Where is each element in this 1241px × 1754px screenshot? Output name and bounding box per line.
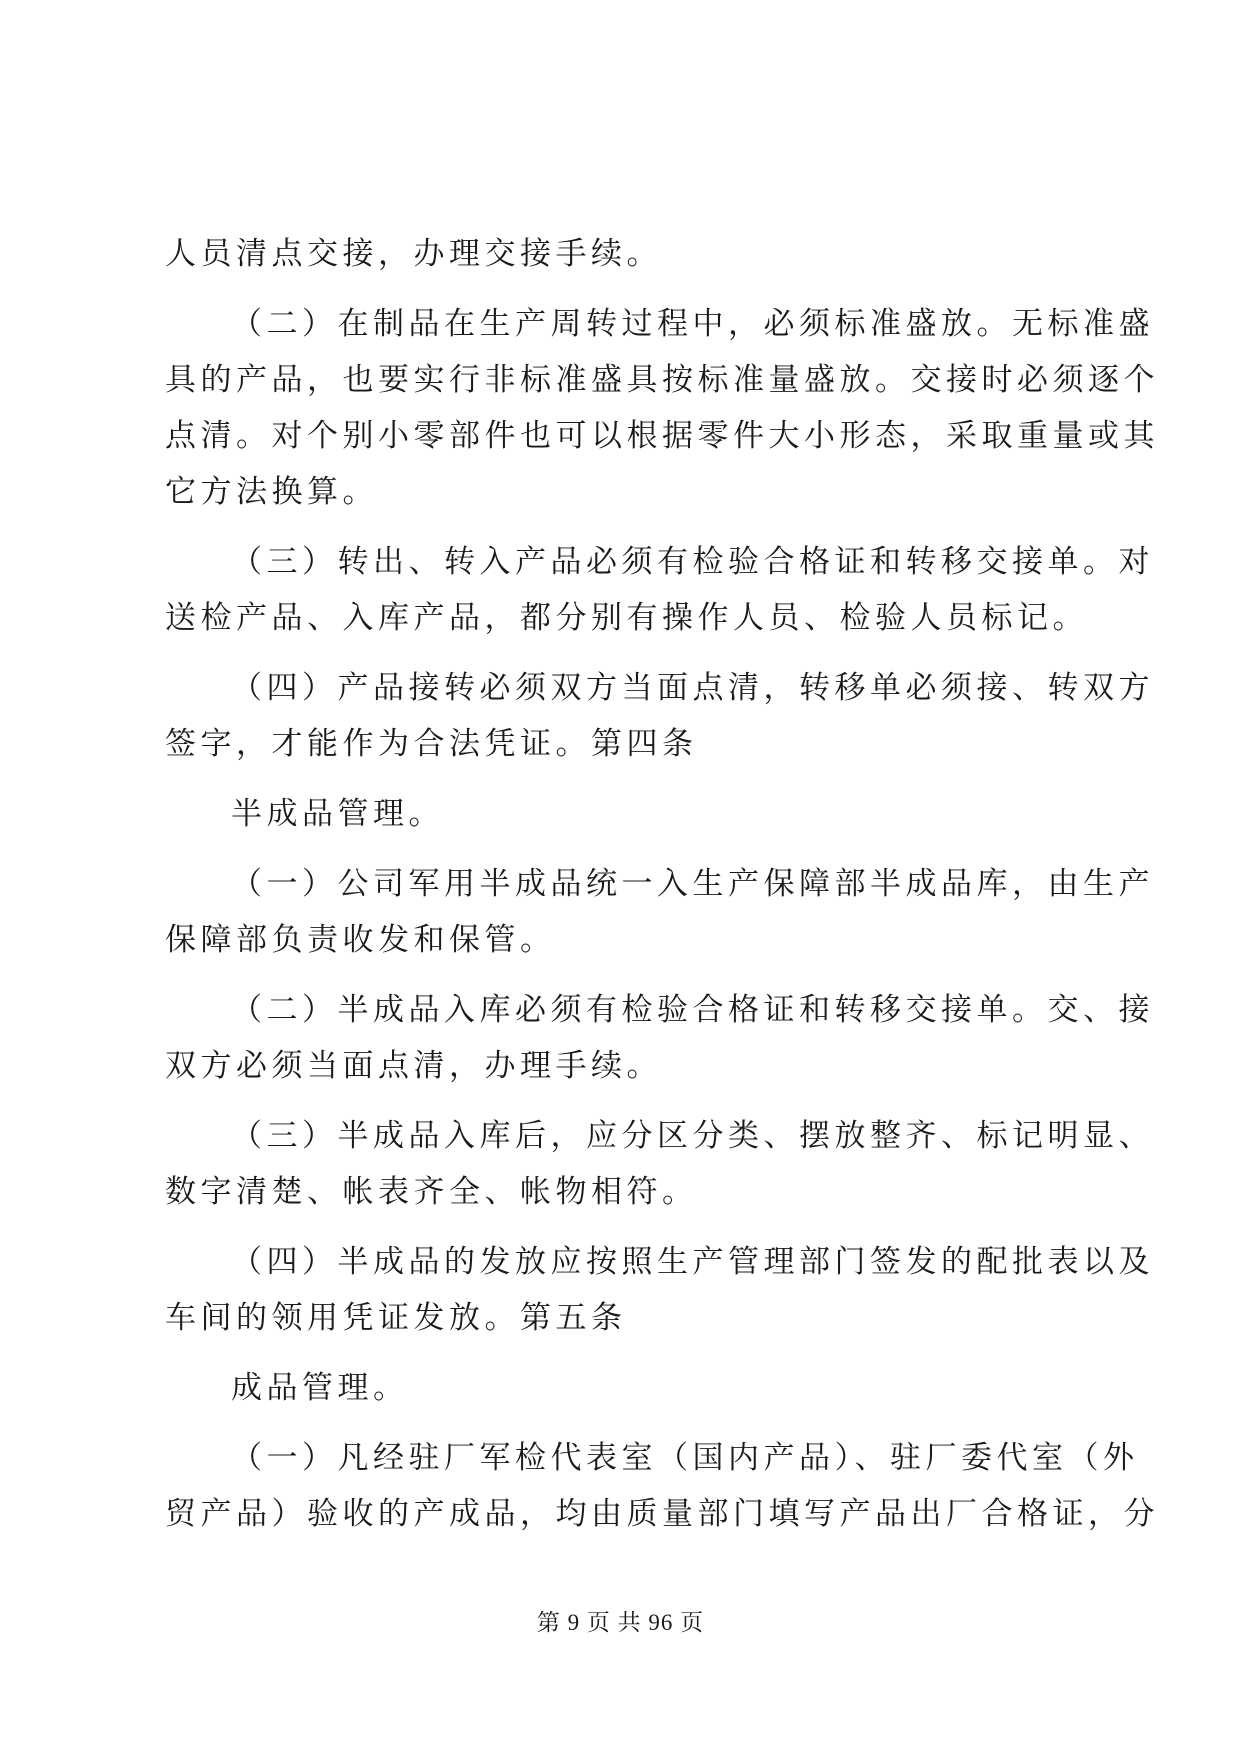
page-number-footer: 第 9 页 共 96 页 [536, 1610, 705, 1635]
text-line: （三）半成品入库后，应分区分类、摆放整齐、标记明显、 [231, 1118, 1154, 1154]
text-line: （四）半成品的发放应按照生产管理部门签发的配批表以及 [231, 1244, 1154, 1280]
text-line: 数字清楚、帐表齐全、帐物相符。 [165, 1174, 698, 1210]
text-line: 送检产品、入库产品，都分别有操作人员、检验人员标记。 [165, 600, 1088, 636]
text-line: （二）半成品入库必须有检验合格证和转移交接单。交、接 [231, 992, 1154, 1028]
section-heading: 成品管理。 [231, 1370, 409, 1406]
text-line: （一）公司军用半成品统一入生产保障部半成品库，由生产 [231, 866, 1154, 902]
text-line: 点清。对个别小零部件也可以根据零件大小形态，采取重量或其 [165, 418, 1159, 454]
document-body [165, 226, 1159, 1542]
section-heading: 半成品管理。 [231, 796, 444, 832]
text-line: （四）产品接转必须双方当面点清，转移单必须接、转双方 [231, 670, 1154, 706]
text-line: 贸产品）验收的产成品，均由质量部门填写产品出厂合格证，分 [165, 1496, 1159, 1532]
text-line: （二）在制品在生产周转过程中，必须标准盛放。无标准盛 [231, 306, 1154, 342]
text-line: 具的产品，也要实行非标准盛具按标准量盛放。交接时必须逐个 [165, 362, 1159, 398]
text-line: （一）凡经驻厂军检代表室（国内产品）、驻厂委代室（外 [231, 1440, 1139, 1476]
text-line: 车间的领用凭证发放。第五条 [165, 1300, 627, 1336]
text-line: 双方必须当面点清，办理手续。 [165, 1048, 662, 1084]
text-line: 人员清点交接，办理交接手续。 [165, 236, 662, 272]
text-line: 保障部负责收发和保管。 [165, 922, 556, 958]
text-line: 签字，才能作为合法凭证。第四条 [165, 726, 698, 762]
text-line: 它方法换算。 [165, 474, 378, 510]
text-line: （三）转出、转入产品必须有检验合格证和转移交接单。对 [231, 544, 1154, 580]
